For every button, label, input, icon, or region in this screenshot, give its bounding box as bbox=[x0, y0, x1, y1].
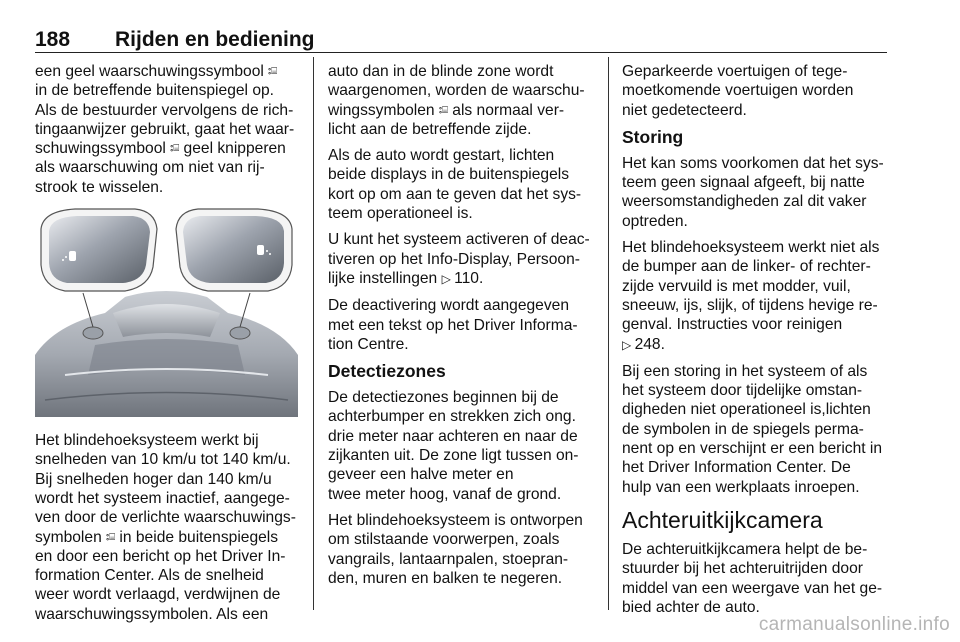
text-line bbox=[328, 569, 598, 588]
paragraph bbox=[328, 62, 598, 139]
blind-spot-warning-icon: ⦂⌸ bbox=[268, 66, 278, 77]
text-line bbox=[622, 381, 890, 400]
text-line bbox=[35, 547, 303, 566]
text-line-content: drie meter naar achteren en naar de bbox=[328, 427, 578, 445]
text-line bbox=[328, 165, 598, 184]
text-line-continuation: als normaal ver- bbox=[447, 101, 565, 119]
text-line bbox=[622, 277, 890, 296]
text-line-content: snelheden van 10 km/u tot 140 km/u. bbox=[35, 451, 291, 469]
text-line bbox=[328, 101, 598, 120]
text-line-content: tingaanwijzer gebruikt, gaat het waar- bbox=[35, 120, 295, 138]
text-line bbox=[328, 250, 598, 269]
text-line-content: tiveren op het Info-Display, Persoon- bbox=[328, 250, 580, 268]
text-line bbox=[328, 407, 598, 426]
paragraph bbox=[622, 238, 890, 355]
text-line bbox=[35, 489, 303, 508]
text-line-content: achterbumper en strekken zich ong. bbox=[328, 408, 576, 426]
text-line bbox=[622, 559, 890, 578]
text-line-content: Geparkeerde voertuigen of tege- bbox=[622, 63, 848, 80]
paragraph bbox=[328, 230, 598, 289]
text-line bbox=[328, 146, 598, 165]
text-line-content: de symbolen in de spiegels perma- bbox=[622, 420, 864, 438]
text-line bbox=[328, 81, 598, 100]
text-line-content: zijkanten uit. De zone ligt tussen on- bbox=[328, 447, 579, 465]
text-line-content: teem geen signaal afgeeft, bij natte bbox=[622, 174, 865, 192]
text-line bbox=[35, 585, 303, 604]
section-heading-achteruitkijkcamera: Achteruitkijkcamera bbox=[622, 506, 823, 533]
text-line-content: formation Center. Als de snelheid bbox=[35, 567, 264, 585]
text-line bbox=[622, 192, 890, 211]
reference-arrow-icon: ▷ bbox=[441, 271, 455, 286]
text-line-content: teem operationeel is. bbox=[328, 205, 473, 223]
text-line bbox=[328, 185, 598, 204]
text-line bbox=[35, 158, 303, 177]
text-line-content: waarschuwingssymbolen. Als een bbox=[35, 605, 269, 623]
column-1 bbox=[35, 62, 303, 631]
text-line-content: bied achter de auto. bbox=[622, 598, 760, 616]
page-reference[interactable]: 110. bbox=[454, 269, 484, 287]
text-line bbox=[622, 420, 890, 439]
text-line-content: ven door de verlichte waarschuwings- bbox=[35, 509, 296, 527]
text-line bbox=[328, 511, 598, 530]
text-line bbox=[622, 439, 890, 458]
text-line-content: symbolen bbox=[35, 528, 107, 546]
text-line bbox=[622, 154, 890, 173]
text-line-content: kort op om aan te geven dat het sys- bbox=[328, 185, 582, 203]
text-line-content: Als de auto wordt gestart, lichten bbox=[328, 147, 555, 165]
text-line-content: middel van een weergave van het ge- bbox=[622, 579, 883, 597]
paragraph bbox=[622, 154, 890, 231]
text-line bbox=[622, 579, 890, 598]
text-line bbox=[622, 315, 890, 334]
text-line-content: sneeuw, ijs, slijk, of tijdens hevige re- bbox=[622, 296, 878, 314]
text-line bbox=[35, 450, 303, 469]
text-line-content: twee meter hoog, vanaf de grond. bbox=[328, 485, 562, 503]
text-line bbox=[328, 550, 598, 569]
blind-spot-warning-icon: ⦂⌸ bbox=[106, 531, 116, 543]
text-line-content: licht aan de betreffende zijde. bbox=[328, 120, 532, 138]
text-line-content: met een tekst op het Driver Informa- bbox=[328, 316, 578, 334]
page-reference[interactable]: 248. bbox=[634, 335, 665, 353]
text-line bbox=[328, 335, 598, 354]
text-line bbox=[328, 230, 598, 249]
text-line bbox=[622, 238, 890, 257]
text-line-content: tion Centre. bbox=[328, 335, 409, 353]
text-line bbox=[35, 178, 303, 197]
text-line-content: in de betreffende buitenspiegel op. bbox=[35, 82, 275, 100]
text-line bbox=[35, 605, 303, 624]
text-line-content: Als de bestuurder vervolgens de rich- bbox=[35, 101, 294, 119]
text-line-content: Bij een storing in het systeem of als bbox=[622, 362, 868, 380]
text-line bbox=[35, 431, 303, 450]
text-line-content: schuwingssymbool bbox=[35, 140, 171, 158]
text-line bbox=[622, 400, 890, 419]
text-line-content: De deactivering wordt aangegeven bbox=[328, 297, 569, 315]
text-line-content: lijke instellingen bbox=[328, 269, 442, 287]
text-line bbox=[35, 508, 303, 527]
column-2 bbox=[328, 62, 598, 595]
column-3 bbox=[622, 62, 890, 624]
text-line bbox=[622, 101, 890, 120]
text-line-content: hulp van een werkplaats inroepen. bbox=[622, 478, 860, 496]
text-line-content: zijde vervuild is met modder, vuil, bbox=[622, 277, 851, 295]
text-line bbox=[622, 458, 890, 477]
text-line-content: auto dan in de blinde zone wordt bbox=[328, 63, 554, 80]
text-line-content: Bij snelheden hoger dan 140 km/u bbox=[35, 470, 272, 488]
text-line-content: waargenomen, worden de waarschu- bbox=[328, 82, 585, 100]
text-line bbox=[35, 101, 303, 120]
text-line-content: Het kan soms voorkomen dat het sys- bbox=[622, 154, 884, 172]
mirror-illustration bbox=[35, 205, 298, 417]
text-line bbox=[622, 257, 890, 276]
paragraph bbox=[622, 540, 890, 617]
text-line-content: weer wordt verlaagd, verdwijnen de bbox=[35, 586, 281, 604]
text-line bbox=[328, 530, 598, 549]
text-line bbox=[328, 388, 598, 407]
column-divider bbox=[608, 57, 609, 610]
text-line-content: wingssymbolen bbox=[328, 101, 439, 119]
text-line bbox=[328, 427, 598, 446]
column-divider bbox=[313, 57, 314, 610]
text-line bbox=[328, 296, 598, 315]
text-line-content: Het blindehoeksysteem werkt bij bbox=[35, 432, 259, 450]
text-line bbox=[328, 269, 598, 289]
text-line-content: optreden. bbox=[622, 212, 688, 230]
section-heading-storing: Storing bbox=[622, 126, 684, 147]
text-line-content: De achteruitkijkcamera helpt de be- bbox=[622, 540, 868, 558]
text-line-content: het Driver Information Center. De bbox=[622, 459, 851, 477]
text-line bbox=[622, 81, 890, 100]
text-line bbox=[328, 465, 598, 484]
text-line-content: moetkomende voertuigen worden bbox=[622, 82, 854, 100]
text-line bbox=[328, 120, 598, 139]
text-line bbox=[622, 212, 890, 231]
text-line-content: Het blindehoeksysteem is ontworpen bbox=[328, 511, 583, 529]
text-line-content: als waarschuwing om niet van rij- bbox=[35, 159, 265, 177]
text-line bbox=[328, 446, 598, 465]
paragraph bbox=[328, 388, 598, 504]
text-line-continuation: in beide buitenspiegels bbox=[115, 528, 279, 546]
text-line bbox=[35, 470, 303, 489]
text-line-content: den, muren en balken te negeren. bbox=[328, 569, 563, 587]
paragraph bbox=[35, 431, 303, 624]
text-line-continuation: geel knipperen bbox=[179, 140, 286, 158]
section-heading-detectiezones: Detectiezones bbox=[328, 361, 446, 382]
text-line-content: stuurder bij het achteruitrijden door bbox=[622, 560, 863, 578]
text-line bbox=[622, 173, 890, 192]
text-line bbox=[35, 139, 303, 158]
paragraph bbox=[622, 362, 890, 497]
paragraph bbox=[328, 146, 598, 223]
paragraph bbox=[328, 296, 598, 354]
text-line-content: weersomstandigheden zal dit vaker bbox=[622, 193, 867, 211]
text-line-content: om stilstaande voorwerpen, zoals bbox=[328, 531, 560, 549]
text-line bbox=[328, 62, 598, 81]
text-line bbox=[35, 528, 303, 547]
text-line bbox=[328, 204, 598, 223]
paragraph bbox=[35, 62, 303, 197]
text-line-content: vangrails, lantaarnpalen, stoepran- bbox=[328, 550, 569, 568]
text-line bbox=[35, 81, 303, 100]
reference-arrow-icon: ▷ bbox=[622, 337, 635, 352]
paragraph bbox=[622, 62, 890, 120]
text-line-content: U kunt het systeem activeren of deac- bbox=[328, 231, 590, 249]
watermark: carmanualsonline.info bbox=[758, 614, 950, 635]
text-line bbox=[622, 62, 890, 81]
chapter-title: Rijden en bediening bbox=[115, 28, 315, 51]
text-line-content: de bumper aan de linker- of rechter- bbox=[622, 258, 871, 276]
page-number: 188 bbox=[35, 28, 71, 51]
text-line bbox=[328, 485, 598, 504]
text-line-content: De detectiezones beginnen bij de bbox=[328, 389, 559, 407]
text-line-content: wordt het systeem inactief, aangege- bbox=[35, 489, 290, 507]
text-line bbox=[622, 540, 890, 559]
text-line-content: nent op en verschijnt er een bericht in bbox=[622, 440, 883, 458]
text-line bbox=[35, 566, 303, 585]
text-line-content: genval. Instructies voor reinigen bbox=[622, 316, 843, 334]
text-line bbox=[35, 120, 303, 139]
text-line bbox=[622, 362, 890, 381]
text-line-content: het systeem door tijdelijke omstan- bbox=[622, 382, 863, 400]
blind-spot-warning-icon: ⦂⌸ bbox=[438, 104, 448, 116]
text-line-content: niet gedetecteerd. bbox=[622, 101, 747, 119]
text-line bbox=[622, 296, 890, 315]
text-line bbox=[35, 62, 303, 81]
text-line-content: Het blindehoeksysteem werkt niet als bbox=[622, 239, 880, 257]
paragraph bbox=[328, 511, 598, 588]
text-line-content: beide displays in de buitenspiegels bbox=[328, 166, 570, 184]
text-line-content: en door een bericht op het Driver In- bbox=[35, 547, 286, 565]
text-line bbox=[622, 478, 890, 497]
text-line-content: een geel waarschuwingssymbool bbox=[35, 63, 269, 80]
text-line-content: strook te wisselen. bbox=[35, 178, 164, 196]
text-line-content: geveer een halve meter en bbox=[328, 466, 514, 484]
text-line bbox=[622, 335, 890, 355]
page-header bbox=[35, 26, 887, 53]
text-line bbox=[328, 316, 598, 335]
text-line-content: digheden niet operationeel is,lichten bbox=[622, 401, 871, 419]
blind-spot-warning-icon: ⦂⌸ bbox=[170, 143, 180, 155]
